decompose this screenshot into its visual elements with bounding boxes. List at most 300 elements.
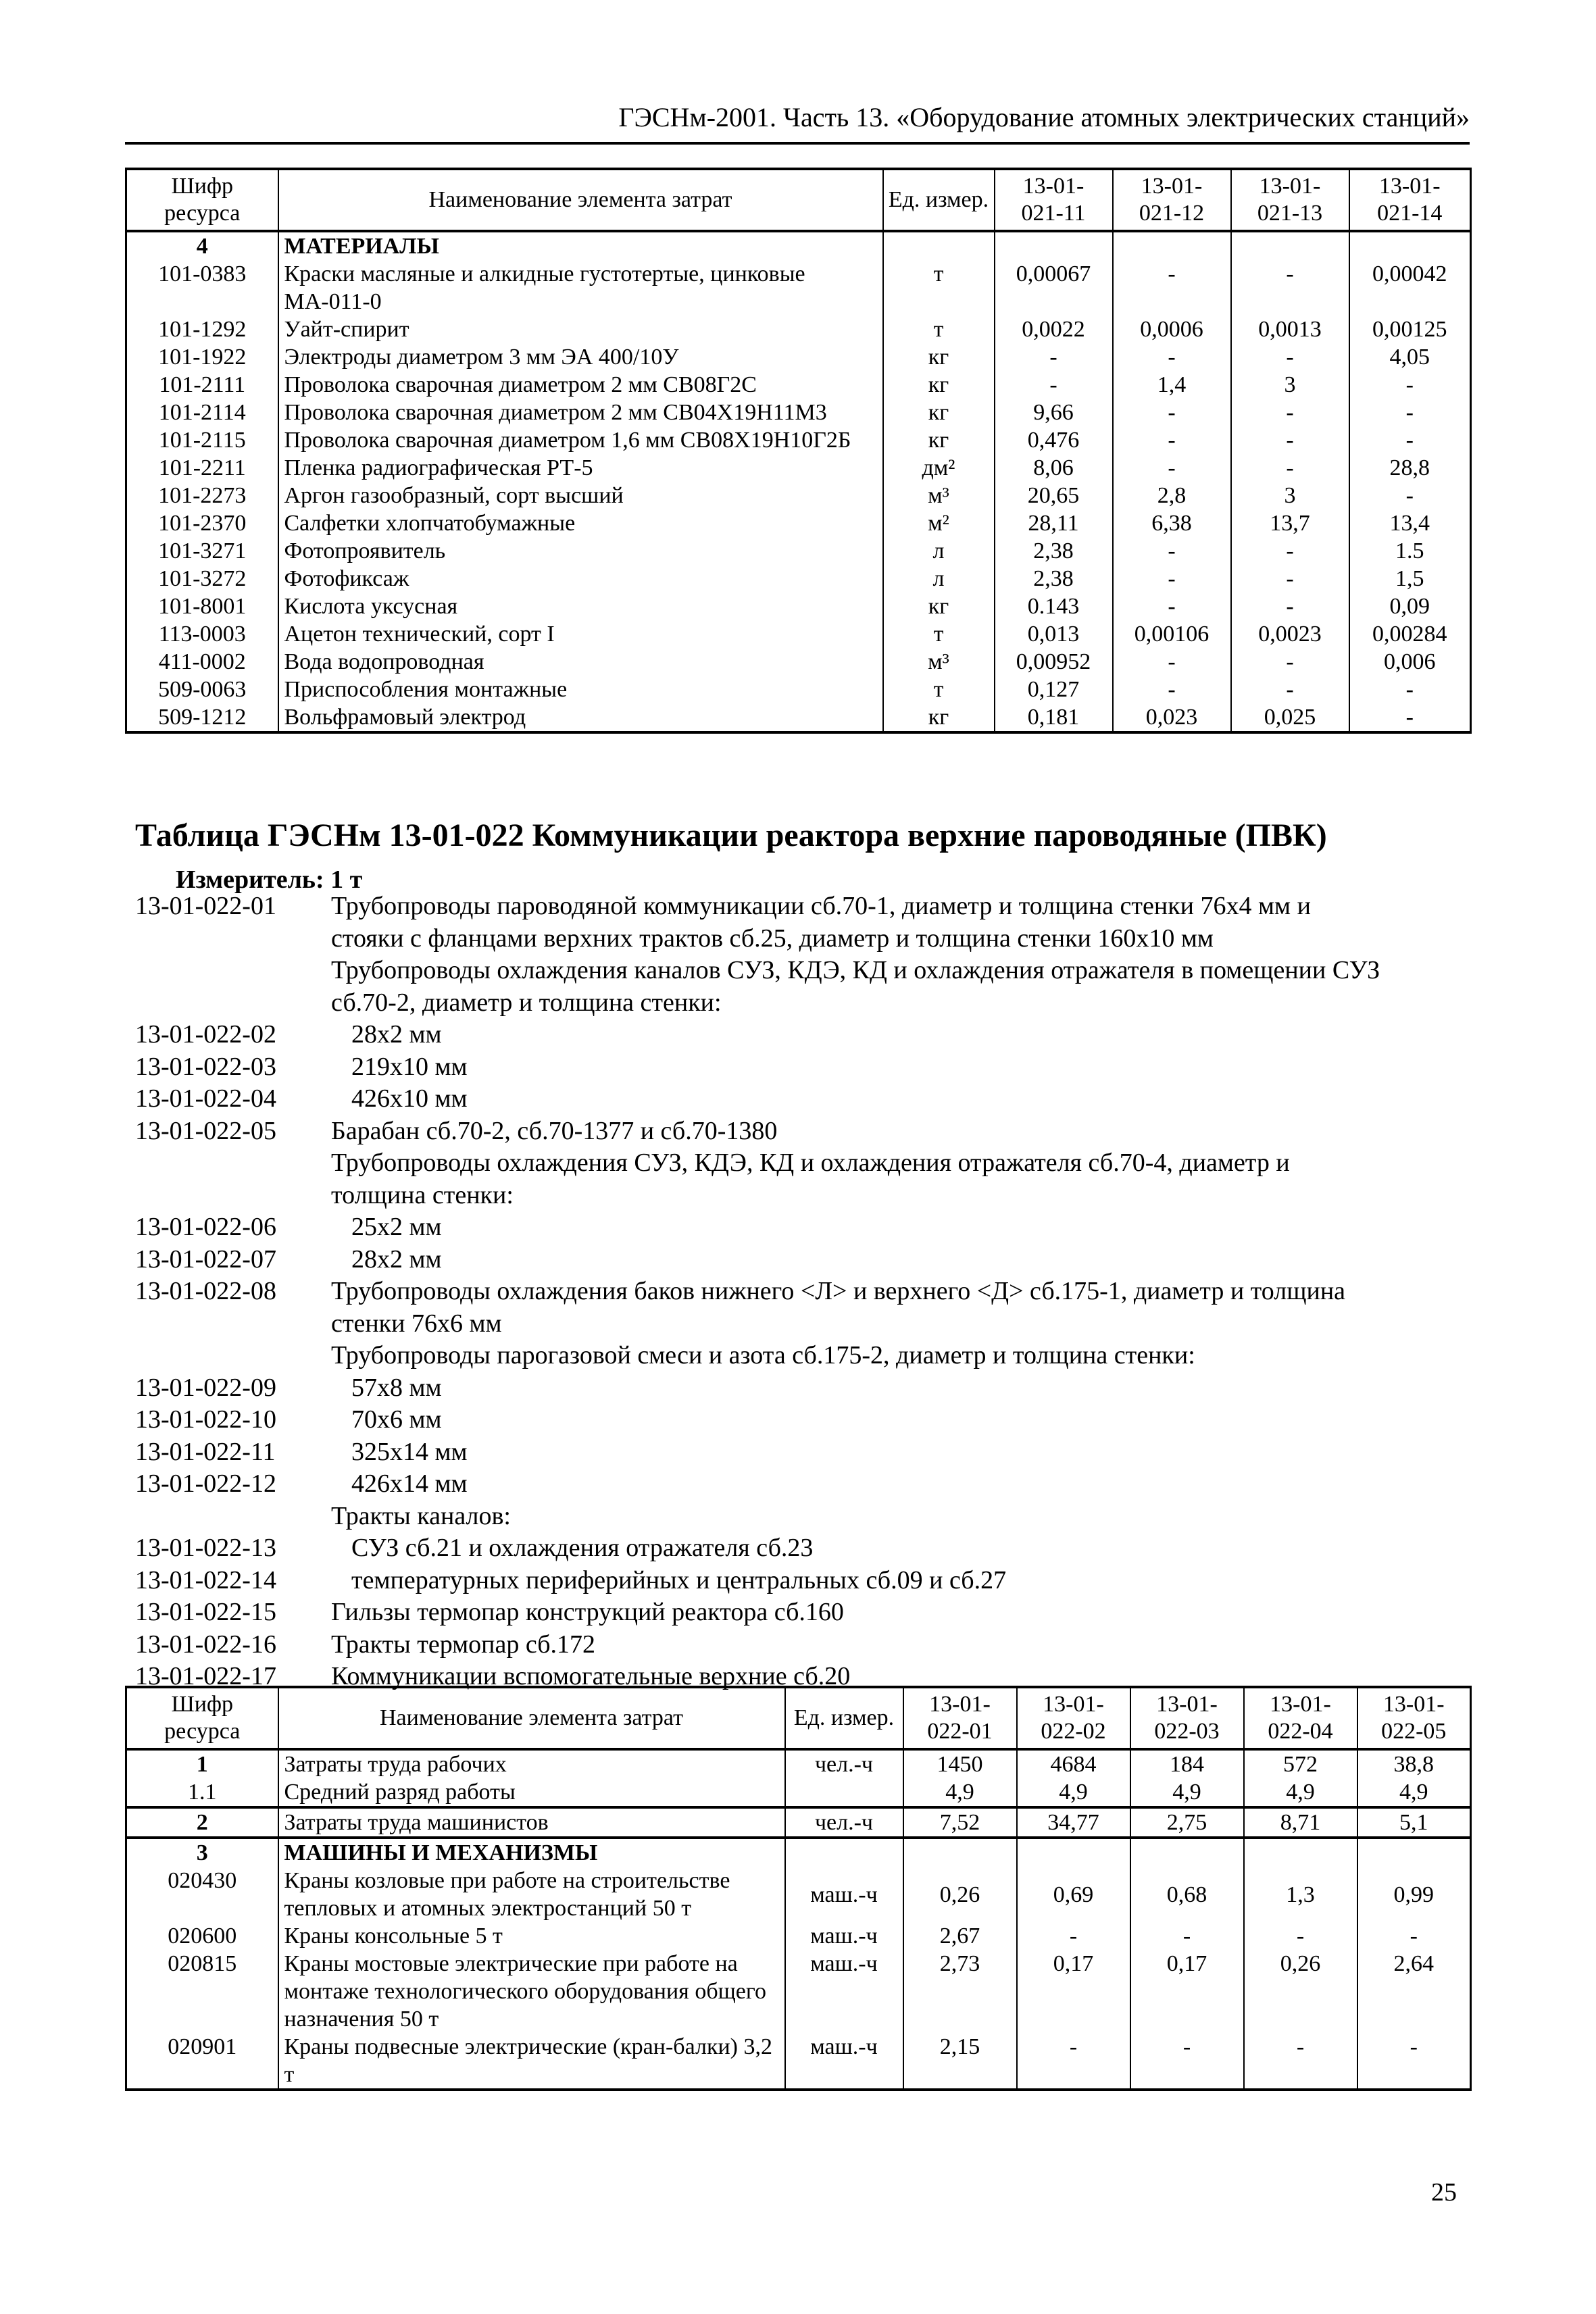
norm-item (135, 1372, 1460, 1405)
resource-code: 1.1 (126, 1778, 278, 1807)
norm-code: 13-01-022-08 (135, 1277, 276, 1305)
value-cell: - (995, 343, 1113, 371)
value-cell: 0,17 (1017, 1950, 1130, 2033)
norm-item (135, 1468, 1460, 1501)
value-cell (995, 231, 1113, 260)
table-row (126, 1807, 1471, 1838)
norm-description: стенки 76х6 мм (331, 1309, 502, 1338)
value-cell: - (1113, 343, 1231, 371)
value-cell: - (1349, 482, 1471, 509)
value-cell: 13,4 (1349, 509, 1471, 537)
norm-description: температурных периферийных и центральных сб.09 и сб.27 (351, 1565, 1007, 1594)
value-cell: 0,181 (995, 703, 1113, 732)
value-cell: 4,9 (903, 1778, 1017, 1807)
norm-item (135, 1180, 1460, 1212)
unit-cell (883, 231, 995, 260)
unit-cell: т (883, 260, 995, 316)
value-cell: 7,52 (903, 1807, 1017, 1838)
value-cell: 28,11 (995, 509, 1113, 537)
norm-description: 70х6 мм (351, 1405, 442, 1434)
value-cell: 0,0013 (1231, 316, 1349, 343)
col-header-code: Шифр ресурса (126, 169, 278, 231)
resource-code: 020815 (126, 1950, 278, 2033)
norm-item (135, 987, 1460, 1020)
norm-code: 13-01-022-02 (135, 1020, 276, 1049)
value-cell: 0,00042 (1349, 260, 1471, 316)
value-cell: 4,05 (1349, 343, 1471, 371)
resource-code: 113-0003 (126, 620, 278, 648)
value-cell: - (1231, 676, 1349, 703)
value-cell: 0,025 (1231, 703, 1349, 732)
norm-code: 13-01-022-07 (135, 1244, 276, 1274)
value-cell: - (1231, 593, 1349, 620)
value-cell: 1,4 (1113, 371, 1231, 399)
value-cell: - (1231, 260, 1349, 316)
resource-code: 101-1292 (126, 316, 278, 343)
value-cell: 8,71 (1244, 1807, 1357, 1838)
norm-code (135, 923, 331, 955)
value-cell: 0,476 (995, 426, 1113, 454)
unit-cell: дм² (883, 454, 995, 482)
value-cell: 13,7 (1231, 509, 1349, 537)
value-cell: - (1357, 2033, 1471, 2090)
norm-code: 13-01-022-10 (135, 1405, 276, 1434)
table-row (126, 260, 1471, 316)
resource-code: 020901 (126, 2033, 278, 2090)
value-cell: - (1244, 1922, 1357, 1950)
value-cell: - (1349, 426, 1471, 454)
resource-code: 101-2115 (126, 426, 278, 454)
norm-description: стояки с фланцами верхних трактов сб.25, диаметр и толщина стенки 160х10 мм (331, 924, 1214, 953)
value-cell: 2,75 (1130, 1807, 1244, 1838)
value-cell: 4,9 (1017, 1778, 1130, 1807)
value-cell: - (1231, 399, 1349, 426)
value-cell: 38,8 (1357, 1749, 1471, 1778)
resource-name: Пленка радиографическая РТ-5 (278, 454, 883, 482)
norm-item (135, 1308, 1460, 1340)
value-cell: - (1231, 454, 1349, 482)
norm-description: 325х14 мм (351, 1437, 468, 1466)
value-cell: - (1113, 260, 1231, 316)
norm-code (135, 955, 331, 987)
table-row (126, 648, 1471, 676)
unit-cell (785, 1838, 903, 1867)
value-cell: 3 (1231, 371, 1349, 399)
value-cell: 0,013 (995, 620, 1113, 648)
resource-name: МАТЕРИАЛЫ (278, 231, 883, 260)
value-cell: 20,65 (995, 482, 1113, 509)
norm-item (135, 1147, 1460, 1180)
unit-cell: м² (883, 509, 995, 537)
norm-code: 13-01-022-01 (135, 892, 276, 920)
value-cell: - (1113, 426, 1231, 454)
value-cell: 1450 (903, 1749, 1017, 1778)
value-cell: 2,38 (995, 537, 1113, 565)
norm-description: Тракты каналов: (331, 1501, 511, 1530)
value-cell: - (1231, 426, 1349, 454)
section-row (126, 1838, 1471, 1867)
value-cell: - (1113, 399, 1231, 426)
resource-name: Ацетон технический, сорт I (278, 620, 883, 648)
norm-description: Барабан сб.70-2, сб.70-1377 и сб.70-1380 (331, 1116, 778, 1145)
value-cell: - (1130, 2033, 1244, 2090)
norm-item (135, 1501, 1460, 1533)
resource-name: Аргон газообразный, сорт высший (278, 482, 883, 509)
norm-description: 28х2 мм (351, 1020, 442, 1049)
value-cell: 9,66 (995, 399, 1113, 426)
resource-name: Краны подвесные электрические (кран-балки) 3,2 т (278, 2033, 785, 2090)
value-cell: 0,023 (1113, 703, 1231, 732)
table-header-row (126, 169, 1471, 231)
norm-code (135, 987, 331, 1020)
value-cell (1349, 231, 1471, 260)
resource-code: 020600 (126, 1922, 278, 1950)
value-cell: 3 (1231, 482, 1349, 509)
value-cell: - (1113, 537, 1231, 565)
resource-code: 101-2211 (126, 454, 278, 482)
value-cell: 184 (1130, 1749, 1244, 1778)
value-cell: - (1113, 648, 1231, 676)
col-header-norm: 13-01- 022-01 (903, 1687, 1017, 1749)
value-cell: 2,67 (903, 1922, 1017, 1950)
resource-name: Краны мостовые электрические при работе на монтаже технологического оборудования общего назначения 50 т (278, 1950, 785, 2033)
value-cell: 0,00125 (1349, 316, 1471, 343)
resource-code: 509-1212 (126, 703, 278, 732)
value-cell (1130, 1838, 1244, 1867)
table-row (126, 371, 1471, 399)
resource-name: Уайт-спирит (278, 316, 883, 343)
table-row (126, 343, 1471, 371)
value-cell: 0,09 (1349, 593, 1471, 620)
value-cell: 2,15 (903, 2033, 1017, 2090)
unit-cell: л (883, 565, 995, 593)
unit-cell: маш.-ч (785, 2033, 903, 2090)
norm-code: 13-01-022-16 (135, 1630, 276, 1659)
value-cell (1113, 231, 1231, 260)
resource-name: Фотофиксаж (278, 565, 883, 593)
unit-cell: кг (883, 343, 995, 371)
value-cell: 572 (1244, 1749, 1357, 1778)
norm-code (135, 1308, 331, 1340)
unit-cell: м³ (883, 648, 995, 676)
unit-cell: кг (883, 399, 995, 426)
value-cell: - (1349, 703, 1471, 732)
value-cell (1244, 1838, 1357, 1867)
value-cell: 2,64 (1357, 1950, 1471, 2033)
value-cell: 0,26 (903, 1867, 1017, 1922)
table-header-row (126, 1687, 1471, 1749)
table-row (126, 399, 1471, 426)
norm-item (135, 1404, 1460, 1436)
col-header-norm: 13-01- 021-11 (995, 169, 1113, 231)
norm-description: 426х10 мм (351, 1084, 468, 1113)
materials-table-body (126, 231, 1471, 732)
value-cell: - (1113, 454, 1231, 482)
norm-code (135, 1147, 331, 1180)
resource-name: Электроды диаметром 3 мм ЭА 400/10У (278, 343, 883, 371)
norm-code (135, 1180, 331, 1212)
norm-code: 13-01-022-03 (135, 1052, 276, 1081)
unit-cell: маш.-ч (785, 1867, 903, 1922)
norm-item (135, 1211, 1460, 1244)
value-cell: 0,006 (1349, 648, 1471, 676)
unit-cell: маш.-ч (785, 1922, 903, 1950)
norm-item (135, 1629, 1460, 1661)
col-header-norm: 13-01- 021-14 (1349, 169, 1471, 231)
resource-code: 101-1922 (126, 343, 278, 371)
table-row (126, 509, 1471, 537)
value-cell: 1,5 (1349, 565, 1471, 593)
resources-table-body (126, 1749, 1471, 2090)
resource-code: 101-2273 (126, 482, 278, 509)
unit-cell: маш.-ч (785, 1950, 903, 2033)
norm-description: СУЗ сб.21 и охлаждения отражателя сб.23 (351, 1534, 814, 1562)
table-row (126, 537, 1471, 565)
resource-name: Проволока сварочная диаметром 2 мм СВ04Х19Н11М3 (278, 399, 883, 426)
resource-code: 509-0063 (126, 676, 278, 703)
resource-name: Салфетки хлопчатобумажные (278, 509, 883, 537)
unit-cell: кг (883, 371, 995, 399)
norm-code: 13-01-022-05 (135, 1116, 276, 1145)
norm-items-list (135, 890, 1460, 1693)
resources-table (125, 1686, 1472, 2091)
col-header-norm: 13-01- 021-13 (1231, 169, 1349, 231)
table-row (126, 482, 1471, 509)
resource-code: 020430 (126, 1867, 278, 1922)
value-cell: 1.5 (1349, 537, 1471, 565)
table-row (126, 1778, 1471, 1807)
value-cell: 0,0006 (1113, 316, 1231, 343)
norm-code (135, 1340, 331, 1372)
resource-code: 101-2111 (126, 371, 278, 399)
norm-item (135, 890, 1460, 923)
value-cell: - (1349, 399, 1471, 426)
resource-name: Кислота уксусная (278, 593, 883, 620)
table-row (126, 620, 1471, 648)
norm-code: 13-01-022-13 (135, 1534, 276, 1562)
resource-code: 101-2114 (126, 399, 278, 426)
col-header-name: Наименование элемента затрат (278, 169, 883, 231)
col-header-code: Шифр ресурса (126, 1687, 278, 1749)
norm-description: 25х2 мм (351, 1213, 442, 1241)
value-cell: - (1349, 676, 1471, 703)
table-row (126, 454, 1471, 482)
norm-description: сб.70-2, диаметр и толщина стенки: (331, 988, 722, 1017)
col-header-norm: 13-01- 022-03 (1130, 1687, 1244, 1749)
norm-item (135, 1083, 1460, 1115)
value-cell: - (1231, 565, 1349, 593)
norm-description: 28х2 мм (351, 1244, 442, 1274)
value-cell: - (995, 371, 1113, 399)
resource-code: 101-3271 (126, 537, 278, 565)
resource-name: Затраты труда машинистов (278, 1807, 785, 1838)
value-cell: 0.143 (995, 593, 1113, 620)
value-cell: 0,69 (1017, 1867, 1130, 1922)
norm-code: 13-01-022-11 (135, 1437, 276, 1466)
resource-name: Краски масляные и алкидные густотертые, цинковые МА-011-0 (278, 260, 883, 316)
norm-description: 426х14 мм (351, 1469, 468, 1498)
running-header: ГЭСНм-2001. Часть 13. «Оборудование атомных электрических станций» (125, 101, 1470, 145)
resource-code: 1 (126, 1749, 278, 1778)
value-cell: - (1349, 371, 1471, 399)
value-cell: - (1113, 565, 1231, 593)
value-cell (1017, 1838, 1130, 1867)
table-row (126, 316, 1471, 343)
unit-cell: т (883, 316, 995, 343)
value-cell: 5,1 (1357, 1807, 1471, 1838)
value-cell: 0,00284 (1349, 620, 1471, 648)
page-number: 25 (1431, 2178, 1457, 2207)
norm-description: Трубопроводы парогазовой смеси и азота сб.175-2, диаметр и толщина стенки: (331, 1341, 1195, 1369)
resource-code: 4 (126, 231, 278, 260)
norm-item (135, 1436, 1460, 1469)
value-cell: - (1017, 2033, 1130, 2090)
norm-item (135, 1565, 1460, 1597)
norm-item (135, 1532, 1460, 1565)
norm-description: Коммуникации вспомогательные верхние сб.20 (331, 1662, 851, 1690)
norm-code: 13-01-022-17 (135, 1662, 276, 1690)
table-title: Таблица ГЭСНм 13-01-022 Коммуникации реактора верхние пароводяные (ПВК) (135, 818, 1327, 853)
value-cell: - (1113, 593, 1231, 620)
unit-cell: т (883, 620, 995, 648)
norm-item (135, 955, 1460, 987)
value-cell: - (1231, 537, 1349, 565)
norm-description: толщина стенки: (331, 1180, 514, 1209)
norm-description: Трубопроводы охлаждения СУЗ, КДЭ, КД и охлаждения отражателя сб.70-4, диаметр и (331, 1149, 1290, 1177)
norm-item (135, 1244, 1460, 1276)
unit-cell: т (883, 676, 995, 703)
resource-name: МАШИНЫ И МЕХАНИЗМЫ (278, 1838, 785, 1867)
norm-item (135, 1019, 1460, 1051)
unit-cell: кг (883, 703, 995, 732)
value-cell: 6,38 (1113, 509, 1231, 537)
value-cell (903, 1838, 1017, 1867)
value-cell: - (1017, 1922, 1130, 1950)
value-cell: 0,00952 (995, 648, 1113, 676)
table-row (126, 593, 1471, 620)
norm-description: Трубопроводы пароводяной коммуникации сб.70-1, диаметр и толщина стенки 76х4 мм и (331, 892, 1311, 920)
resource-name: Краны консольные 5 т (278, 1922, 785, 1950)
unit-cell (785, 1778, 903, 1807)
value-cell: 1,3 (1244, 1867, 1357, 1922)
norm-description: Тракты термопар сб.172 (331, 1630, 596, 1659)
norm-description: 219х10 мм (351, 1052, 468, 1081)
norm-description: Гильзы термопар конструкций реактора сб.160 (331, 1598, 844, 1626)
norm-code: 13-01-022-06 (135, 1213, 276, 1241)
value-cell: - (1231, 343, 1349, 371)
norm-item (135, 1276, 1460, 1308)
resource-name: Вольфрамовый электрод (278, 703, 883, 732)
resource-code: 101-2370 (126, 509, 278, 537)
table-row (126, 426, 1471, 454)
table-row (126, 2033, 1471, 2090)
value-cell: 2,73 (903, 1950, 1017, 2033)
norm-code: 13-01-022-14 (135, 1565, 276, 1594)
col-header-unit: Ед. измер. (883, 169, 995, 231)
value-cell: 2,8 (1113, 482, 1231, 509)
value-cell: 0,68 (1130, 1867, 1244, 1922)
value-cell: 0,127 (995, 676, 1113, 703)
resource-name: Затраты труда рабочих (278, 1749, 785, 1778)
norm-item (135, 923, 1460, 955)
resource-name: Проволока сварочная диаметром 2 мм СВ08Г2С (278, 371, 883, 399)
norm-item (135, 1051, 1460, 1084)
value-cell: 4,9 (1357, 1778, 1471, 1807)
resource-code: 411-0002 (126, 648, 278, 676)
value-cell: 0,00106 (1113, 620, 1231, 648)
norm-description: Трубопроводы охлаждения каналов СУЗ, КДЭ, КД и охлаждения отражателя в помещении СУЗ (331, 956, 1380, 984)
norm-description: 57х8 мм (351, 1373, 442, 1402)
resource-name: Вода водопроводная (278, 648, 883, 676)
resource-code: 3 (126, 1838, 278, 1867)
col-header-name: Наименование элемента затрат (278, 1687, 785, 1749)
col-header-norm: 13-01- 022-05 (1357, 1687, 1471, 1749)
value-cell: - (1357, 1922, 1471, 1950)
measurer: Измеритель: 1 т (176, 865, 363, 894)
section-row (126, 231, 1471, 260)
norm-item (135, 1596, 1460, 1629)
resource-code: 101-0383 (126, 260, 278, 316)
norm-description: Трубопроводы охлаждения баков нижнего <Л> и верхнего <Д> сб.175-1, диаметр и толщина (331, 1277, 1346, 1305)
table-row (126, 676, 1471, 703)
resource-name: Фотопроявитель (278, 537, 883, 565)
value-cell: 28,8 (1349, 454, 1471, 482)
value-cell (1231, 231, 1349, 260)
norm-code: 13-01-022-12 (135, 1469, 276, 1498)
resource-name: Приспособления монтажные (278, 676, 883, 703)
norm-code: 13-01-022-04 (135, 1084, 276, 1113)
resource-code: 101-8001 (126, 593, 278, 620)
value-cell: 0,17 (1130, 1950, 1244, 2033)
unit-cell: чел.-ч (785, 1807, 903, 1838)
table-row (126, 1950, 1471, 2033)
norm-code (135, 1501, 331, 1533)
norm-item (135, 1340, 1460, 1372)
value-cell: 0,26 (1244, 1950, 1357, 2033)
value-cell: - (1244, 2033, 1357, 2090)
unit-cell: м³ (883, 482, 995, 509)
norm-item (135, 1115, 1460, 1148)
materials-table (125, 168, 1472, 734)
table-row (126, 1867, 1471, 1922)
table-row (126, 1749, 1471, 1778)
value-cell: 8,06 (995, 454, 1113, 482)
unit-cell: кг (883, 426, 995, 454)
value-cell: 34,77 (1017, 1807, 1130, 1838)
unit-cell: кг (883, 593, 995, 620)
value-cell: 0,0023 (1231, 620, 1349, 648)
value-cell: 2,38 (995, 565, 1113, 593)
value-cell: 0,0022 (995, 316, 1113, 343)
value-cell: - (1113, 676, 1231, 703)
resource-code: 101-3272 (126, 565, 278, 593)
norm-code: 13-01-022-09 (135, 1373, 276, 1402)
col-header-norm: 13-01- 022-04 (1244, 1687, 1357, 1749)
resource-name: Проволока сварочная диаметром 1,6 мм СВ08Х19Н10Г2Б (278, 426, 883, 454)
table-row (126, 703, 1471, 732)
table-row (126, 1922, 1471, 1950)
value-cell: 4684 (1017, 1749, 1130, 1778)
value-cell: 0,99 (1357, 1867, 1471, 1922)
value-cell: - (1130, 1922, 1244, 1950)
value-cell: 0,00067 (995, 260, 1113, 316)
value-cell: 4,9 (1130, 1778, 1244, 1807)
value-cell: - (1231, 648, 1349, 676)
value-cell: 4,9 (1244, 1778, 1357, 1807)
unit-cell: л (883, 537, 995, 565)
col-header-norm: 13-01- 022-02 (1017, 1687, 1130, 1749)
resource-name: Краны козловые при работе на строительстве тепловых и атомных электростанций 50 т (278, 1867, 785, 1922)
